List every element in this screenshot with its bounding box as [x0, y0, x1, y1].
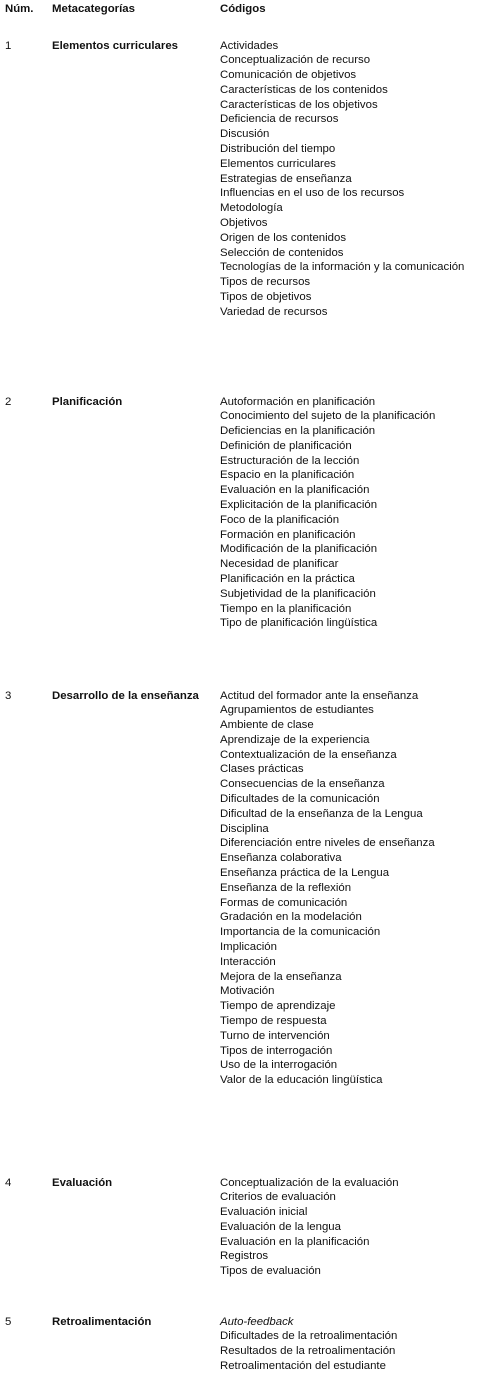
- group-codes-list: [220, 1316, 397, 1375]
- header-codes: Códigos: [220, 3, 266, 15]
- group-metacategory: Retroalimentación: [52, 1315, 152, 1328]
- code-item: Mejora de la enseñanza: [220, 970, 342, 983]
- code-item: Deficiencias en la planificación: [220, 425, 376, 438]
- code-item: Tipos de objetivos: [220, 291, 312, 304]
- group-number: 3: [5, 689, 12, 702]
- code-item: Foco de la planificación: [220, 513, 340, 526]
- code-item: Agrupamientos de estudiantes: [220, 704, 374, 717]
- code-item: Tiempo de aprendizaje: [220, 1000, 336, 1013]
- code-item: Conocimiento del sujeto de la planificación: [220, 410, 436, 423]
- code-item: Importancia de la comunicación: [220, 926, 381, 939]
- code-item: Turno de intervención: [220, 1029, 330, 1042]
- code-item: Actividades: [220, 39, 279, 52]
- code-item: Contextualización de la enseñanza: [220, 748, 397, 761]
- header-metacategories: Metacategorías: [52, 3, 135, 15]
- group-metacategory: Desarrollo de la enseñanza: [52, 689, 199, 702]
- code-item: Subjetividad de la planificación: [220, 587, 376, 600]
- code-item: Evaluación de la lengua: [220, 1220, 341, 1233]
- code-item: Estrategias de enseñanza: [220, 172, 352, 185]
- code-item: Autoformación en planificación: [220, 395, 376, 408]
- code-item: Ambiente de clase: [220, 719, 314, 732]
- code-item: Distribución del tiempo: [220, 143, 336, 156]
- code-item: Influencias en el uso de los recursos: [220, 187, 405, 200]
- code-item: Clases prácticas: [220, 763, 304, 776]
- code-item: Motivación: [220, 985, 275, 998]
- code-item: Origen de los contenidos: [220, 231, 347, 244]
- code-item: Implicación: [220, 941, 277, 954]
- group-metacategory: Evaluación: [52, 1176, 113, 1189]
- code-item: Retroalimentación del estudiante: [220, 1359, 386, 1372]
- group-codes-list: [220, 1177, 399, 1281]
- code-item: Tipos de evaluación: [220, 1265, 321, 1278]
- code-item: Tipos de recursos: [220, 276, 311, 289]
- code-item: Enseñanza práctica de la Lengua: [220, 867, 390, 880]
- code-item: Enseñanza de la reflexión: [220, 881, 352, 894]
- code-item: Definición de planificación: [220, 439, 352, 452]
- code-item: Objetivos: [220, 217, 268, 230]
- code-item: Metodología: [220, 202, 283, 215]
- group-number: 2: [5, 395, 12, 408]
- code-item: Diferenciación entre niveles de enseñanza: [220, 837, 435, 850]
- code-item: Planificación en la práctica: [220, 573, 355, 586]
- code-item: Evaluación en la planificación: [220, 484, 370, 497]
- code-item: Comunicación de objetivos: [220, 69, 357, 82]
- code-item: Necesidad de planificar: [220, 558, 339, 571]
- code-item: Registros: [220, 1250, 269, 1263]
- code-item: Valor de la educación lingüística: [220, 1074, 383, 1087]
- code-item: Dificultad de la enseñanza de la Lengua: [220, 807, 423, 820]
- group-metacategory: Elementos curriculares: [52, 39, 178, 52]
- group-number: 5: [5, 1315, 12, 1328]
- code-item: Dificultades de la retroalimentación: [220, 1330, 398, 1343]
- group-codes-list: [220, 690, 435, 1090]
- code-item: Variedad de recursos: [220, 305, 328, 318]
- code-item: Formación en planificación: [220, 528, 356, 541]
- code-item: Conceptualización de recurso: [220, 54, 371, 67]
- code-item: Gradación en la modelación: [220, 911, 362, 924]
- code-item: Tipo de planificación lingüística: [220, 617, 378, 630]
- code-item: Formas de comunicación: [220, 896, 348, 909]
- code-item: Selección de contenidos: [220, 246, 344, 259]
- code-item: Elementos curriculares: [220, 157, 336, 170]
- table-header: [0, 3, 485, 21]
- code-item: Tipos de interrogación: [220, 1044, 333, 1057]
- code-item: Características de los objetivos: [220, 98, 378, 111]
- code-item: Evaluación inicial: [220, 1206, 308, 1219]
- code-item: Espacio en la planificación: [220, 469, 355, 482]
- group-number: 1: [5, 39, 12, 52]
- code-item: Consecuencias de la enseñanza: [220, 778, 385, 791]
- code-item: Características de los contenidos: [220, 83, 388, 96]
- code-item: Actitud del formador ante la enseñanza: [220, 689, 419, 702]
- code-item: Deficiencia de recursos: [220, 113, 339, 126]
- code-item: Evaluación en la planificación: [220, 1235, 370, 1248]
- code-item: Interacción: [220, 955, 276, 968]
- code-item: Enseñanza colaborativa: [220, 852, 342, 865]
- code-item: Discusión: [220, 128, 270, 141]
- code-item: Modificación de la planificación: [220, 543, 378, 556]
- code-item: Explicitación de la planificación: [220, 499, 378, 512]
- code-item: Dificultades de la comunicación: [220, 793, 380, 806]
- code-item: Conceptualización de la evaluación: [220, 1176, 399, 1189]
- group-metacategory: Planificación: [52, 395, 123, 408]
- code-item: Auto-feedback: [220, 1315, 294, 1328]
- code-item: Estructuración de la lección: [220, 454, 360, 467]
- code-item: Aprendizaje de la experiencia: [220, 733, 370, 746]
- code-item: Uso de la interrogación: [220, 1059, 338, 1072]
- code-item: Tecnologías de la información y la comunicación: [220, 261, 465, 274]
- header-num: Núm.: [5, 3, 34, 15]
- code-item: Tiempo de respuesta: [220, 1015, 327, 1028]
- code-item: Criterios de evaluación: [220, 1191, 336, 1204]
- code-item: Disciplina: [220, 822, 269, 835]
- code-item: Resultados de la retroalimentación: [220, 1345, 396, 1358]
- group-number: 4: [5, 1176, 12, 1189]
- group-codes-list: [220, 40, 464, 321]
- group-codes-list: [220, 396, 435, 633]
- code-item: Tiempo en la planificación: [220, 602, 352, 615]
